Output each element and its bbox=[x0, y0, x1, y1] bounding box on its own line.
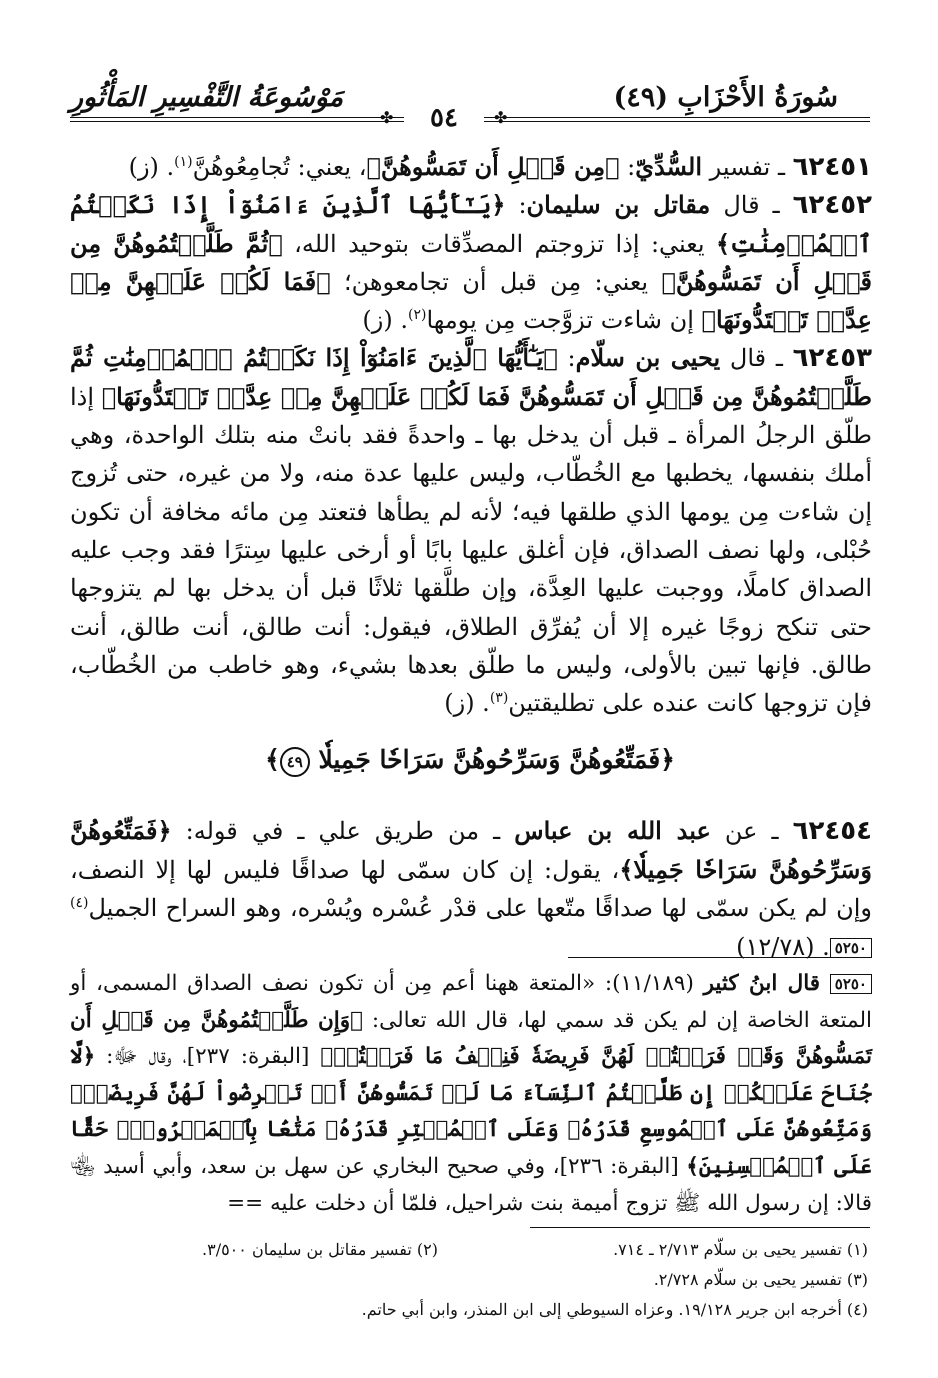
footnote: (٢) تفسير مقاتل بن سليمان ٣/٥٠٠. bbox=[202, 1240, 438, 1259]
footnote-ref: (٣) bbox=[489, 690, 509, 707]
text-run: : bbox=[557, 344, 576, 373]
entry bbox=[70, 339, 872, 722]
footnote-ref: (١) bbox=[174, 154, 193, 170]
text-run: يعني: مِن قبل أن تجامعوهن؛ bbox=[330, 267, 662, 296]
text-run: [البقرة: ٢٣٦]، وفي صحيح البخاري عن سهل بن سعد، وأبي أسيد ﵄ قالا: إن رسول الله ﷺ تزوج أميمة بنت شراحيل، فلمّا أن دخلت عليه == bbox=[70, 1153, 872, 1216]
text-run: ـ من طريق علي ـ في قوله: bbox=[171, 817, 515, 845]
narrator-name: قال ابنُ كثير bbox=[703, 971, 821, 996]
text-run: ـ تفسير bbox=[702, 153, 793, 181]
ornament-icon: ✤ bbox=[494, 108, 508, 127]
text-run: . (ز) bbox=[362, 306, 408, 335]
commentary-note bbox=[70, 966, 872, 1222]
text-run: ـ قال bbox=[710, 191, 793, 220]
footnote-ref: (٤) bbox=[70, 895, 89, 911]
entry-number: ٦٢٤٥١ bbox=[792, 152, 872, 182]
text-run: . (١٢/٧٨) bbox=[736, 932, 830, 961]
main-text bbox=[70, 148, 872, 722]
quran-quote: ﴿فَمَا لَكُمۡ عَلَيۡهِنَّ مِنۡ عِدَّةٖ تَعۡتَدُّونَهَا﴾ bbox=[70, 266, 872, 335]
surah-title: سُورَةُ الأَحْزَابِ (٤٩) bbox=[613, 82, 838, 113]
note-separator bbox=[568, 957, 868, 958]
entry-number: ٦٢٤٥٢ bbox=[792, 190, 873, 221]
quran-quote: ﴿وَإِن طَلَّقۡتُمُوهُنَّ مِن قَبۡلِ أَن تَمَسُّوهُنَّ وَقَدۡ فَرَضۡتُمۡ لَهُنَّ فَرِيضَةٗ فَنِصۡفُ مَا فَرَضۡتُمۡ﴾ bbox=[70, 1007, 872, 1070]
text-run: . (ز) bbox=[444, 689, 490, 718]
verse-number: ٤٩ bbox=[280, 747, 310, 777]
text-run bbox=[820, 971, 830, 996]
page-number: ٥٤ bbox=[404, 105, 484, 131]
text-run: ـ قال bbox=[720, 344, 793, 373]
footnote-ref: (٢) bbox=[407, 307, 427, 324]
footnote: (٣) تفسير يحيى بن سلّام ٢/٧٢٨. bbox=[653, 1270, 868, 1289]
ornament-icon: ✤ bbox=[380, 108, 394, 127]
text-run: إن شاءت تزوَّجت مِن يومها bbox=[426, 306, 702, 335]
verse-heading bbox=[70, 745, 870, 777]
quran-quote: ﴿فَمَتِّعُوهُنَّ وَسَرِّحُوهُنَّ سَرَاحٗا جَمِيلٗا﴾ bbox=[70, 816, 872, 884]
quran-quote: ﴿لَّا جُنَاحَ عَلَيۡكُمۡ إِن طَلَّقۡتُمُ ٱلنِّسَآءَ مَا لَمۡ تَمَسُّوهُنَّ أَوۡ تَفۡرِضُواْ لَهُنَّ فَرِيضَةٗۚ وَمَتِّعُوهُنَّ عَلَى ٱلۡمُوسِعِ قَدَرُهُۥ وَعَلَى ٱلۡمُقۡتِرِ قَدَرُهُۥ مَتَٰعَۢا بِٱلۡمَعۡرُوفِۖ حَقًّا عَلَى ٱلۡمُحۡسِنِينَ﴾ bbox=[70, 1044, 872, 1179]
narrator-name: عبد الله بن عباس bbox=[514, 816, 711, 845]
narrator-name: يحيى بن سلّام bbox=[575, 343, 721, 373]
text-run: [البقرة: ٢٣٧]، وقال ﷻ: bbox=[95, 1044, 321, 1070]
text-run: ـ عن bbox=[710, 817, 793, 845]
main-text-2 bbox=[70, 812, 872, 966]
narrator-name: مقاتل بن سليمان bbox=[526, 190, 711, 220]
note-marker: ٥٢٥٠ bbox=[830, 974, 872, 994]
quran-quote: ﴿يَـٰٓأَيُّهَا ٱلَّذِينَ ءَامَنُوٓاْ إِذَا نَكَحۡتُمُ ٱلۡمُؤۡمِنَٰتِ﴾ bbox=[70, 190, 872, 258]
text-run: يعني: إذا تزوجتم المصدِّقات بتوحيد الله، bbox=[282, 229, 716, 258]
entry-number: ٦٢٤٥٣ bbox=[792, 343, 873, 374]
narrator-name: السُّدِّيّ bbox=[635, 152, 702, 181]
footnote: (٤) أخرجه ابن جرير ١٩/١٢٨. وعزاه السيوطي إلى ابن المنذر، وابن أبي حاتم. bbox=[361, 1300, 868, 1319]
note-ref: ٥٢٥٠ bbox=[830, 938, 872, 958]
text-run: إذا طلّق الرجلُ المرأة ـ قبل أن يدخل بها ـ واحدةً فقد بانتْ منه بتلك الواحدة، وهي أملك بنفسها، يخطبها مع الخُطّاب، وليس عليها عدة منه، ولا من غيره، حتى تُزوج إن شاءت مِن يومها الذي طلقها فيه؛ لأنه لم يطأها فتعتد مِن مائه مخافة أن تكون حُبْلى، ولها نصف الصداق، فإن أغلق عليها بابًا أو أرخى عليها سِترًا فقد وجب عليه الصداق كاملًا، ووجبت عليها العِدَّة، وإن طلَّقها ثلاثًا قبل أن يدخل بها لم يتزوجها حتى تنكح زوجًا غيره إلا أن يُفرِّق الطلاق، فيقول: أنت طالق، أنت طالق، أنت طالق. فإنها تبين بالأولى، وليس ما طلّق بعدها بشيء، وهو خاطب من الخُطّاب، فإن تزوجها كانت عنده على تطليقتين bbox=[70, 382, 873, 718]
entry bbox=[70, 148, 872, 186]
text-run: : bbox=[505, 191, 527, 220]
text-run: ، يقول: إن كان سمّى لها صداقًا فليس لها إلا النصف، وإن لم يكن سمّى لها صداقًا متّعها على قدْر عُسْره ويُسْره، وهو السراح الجميل bbox=[70, 855, 873, 922]
text-run: ، يعني: تُجامِعُوهُنَّ bbox=[192, 153, 367, 181]
text-run: (١١/١٨٩): «المتعة ههنا أعم مِن أن تكون نصف الصداق المسمى، أو المتعة الخاصة إن لم يكن قد سمي لها، قال الله تعالى: bbox=[70, 971, 872, 1033]
footnote: (١) تفسير يحيى بن سلّام ٢/٧١٣ ـ ٧١٤. bbox=[613, 1240, 868, 1259]
footnote-separator bbox=[530, 1227, 870, 1228]
text-run: . (ز) bbox=[128, 153, 175, 181]
entry bbox=[70, 186, 872, 339]
entry bbox=[70, 812, 872, 966]
book-title: مَوْسُوعَةُ التَّفْسِيرِ المَأْثُورِ bbox=[70, 82, 344, 113]
quran-quote: ﴿ثُمَّ طَلَّقۡتُمُوهُنَّ مِن قَبۡلِ أَن تَمَسُّوهُنَّ﴾ bbox=[70, 228, 872, 296]
quran-quote: ﴿مِن قَبۡلِ أَن تَمَسُّوهُنَّ﴾ bbox=[366, 152, 620, 181]
quran-quote: ﴿يَـٰٓأَيُّهَا ٱلَّذِينَ ءَامَنُوٓاْ إِذَا نَكَحۡتُمُ ٱلۡمُؤۡمِنَٰتِ ثُمَّ طَلَّقۡتُمُوهُنَّ مِن قَبۡلِ أَن تَمَسُّوهُنَّ فَمَا لَكُمۡ عَلَيۡهِنَّ مِنۡ عِدَّةٖ تَعۡتَدُّونَهَا﴾ bbox=[70, 343, 872, 411]
entry-number: ٦٢٤٥٤ bbox=[792, 816, 873, 846]
verse-close: ﴾ bbox=[265, 745, 280, 774]
verse-text: ﴿فَمَتِّعُوهُنَّ وَسَرِّحُوهُنَّ سَرَاحٗا جَمِيلٗا bbox=[318, 745, 675, 774]
text-run: : bbox=[619, 153, 636, 181]
